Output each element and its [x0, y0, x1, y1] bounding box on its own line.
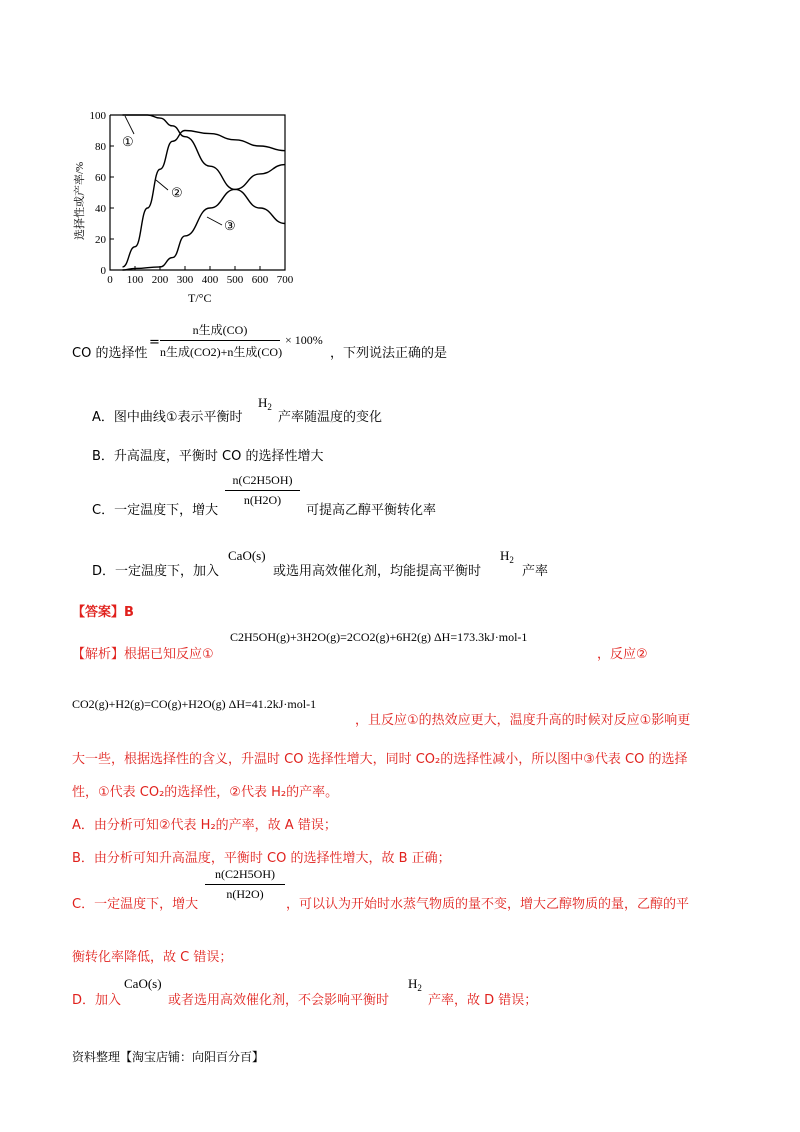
analysis-d-mid: 或者选用高效催化剂，不会影响平衡时	[168, 993, 390, 1008]
option-a	[92, 406, 243, 425]
option-c-numerator: n(C2H5OH)	[232, 473, 293, 487]
y-axis-label: 选择性或产率/%	[74, 161, 86, 240]
y-tick-label: 80	[95, 141, 106, 153]
analysis-d-post: 产率，故 D 错误；	[428, 993, 538, 1008]
reaction-2: CO2(g)+H2(g)=CO(g)+H2O(g) ΔH=41.2kJ·mol-1	[72, 697, 317, 711]
option-c-pre: C．一定温度下，增大	[92, 503, 219, 518]
analysis-after-r1: ，反应②	[597, 647, 648, 662]
option-c-post: 可提高乙醇平衡转化率	[306, 503, 437, 518]
formula-times: × 100%	[285, 333, 323, 347]
h2-symbol: H	[258, 395, 268, 410]
fraction-bar	[160, 340, 280, 341]
reaction-1: C2H5OH(g)+3H2O(g)=2CO2(g)+6H2(g) ΔH=173.3kJ·mol-1	[230, 630, 528, 644]
h2-subscript: 2	[509, 555, 514, 565]
analysis-a: A．由分析可知②代表 H₂的产率，故 A 错误；	[72, 818, 337, 833]
h2-subscript: 2	[417, 983, 422, 993]
x-tick-label: 0	[107, 274, 113, 286]
x-tick-label: 500	[226, 274, 244, 286]
option-d-post: 产率	[522, 564, 549, 579]
analysis-b: B．由分析可知升高温度，平衡时 CO 的选择性增大，故 B 正确；	[72, 851, 451, 866]
analysis-c-pre: C．一定温度下，增大	[72, 897, 199, 912]
option-d-mid: 或选用高效催化剂，均能提高平衡时	[273, 564, 482, 579]
y-tick-label: 0	[100, 265, 106, 277]
series-line-2	[123, 131, 286, 267]
option-a-h2	[258, 395, 272, 412]
analysis-d-pre: D．加入	[72, 993, 122, 1008]
option-d-cao: CaO(s)	[228, 548, 266, 563]
series-line-1	[123, 115, 286, 224]
x-tick-label: 400	[201, 274, 219, 286]
chart	[70, 100, 300, 310]
option-d-pre: D．一定温度下，加入	[92, 564, 220, 579]
analysis-d-h2	[408, 976, 422, 993]
analysis-after-r2: ，且反应①的热效应更大，温度升高的时候对反应①影响更	[355, 713, 691, 728]
y-tick-label: 40	[95, 203, 106, 215]
curve-label-2: ②	[171, 185, 183, 200]
y-tick-label: 100	[89, 110, 106, 122]
fraction-bar	[225, 490, 300, 491]
analysis-line-3: 大一些，根据选择性的含义，升温时 CO 选择性增大，同时 CO₂的选择性减小，所以图中③代表 CO 的选择	[72, 752, 688, 767]
analysis-c-fraction	[205, 867, 285, 902]
x-tick-label: 100	[126, 274, 144, 286]
x-tick-label: 600	[251, 274, 269, 286]
analysis-line-4: 性，①代表 CO₂的选择性，②代表 H₂的产率。	[72, 785, 339, 800]
x-axis-label: T/°C	[188, 291, 212, 305]
option-d-h2	[500, 548, 514, 565]
option-b: B．升高温度，平衡时 CO 的选择性增大	[92, 449, 324, 464]
fraction-bar	[205, 884, 285, 885]
option-c-denominator: n(H2O)	[243, 493, 282, 507]
selectivity-numerator: n生成(CO)	[192, 323, 248, 337]
y-tick-label: 20	[95, 234, 106, 246]
h2-symbol: H	[500, 548, 510, 563]
x-tick-label: 700	[276, 274, 294, 286]
series-lines	[123, 115, 286, 270]
footer: 资料整理【淘宝店铺：向阳百分百】	[72, 1050, 265, 1064]
formula-equals: =	[149, 335, 160, 350]
x-tick-label: 200	[151, 274, 169, 286]
analysis-c-numerator: n(C2H5OH)	[215, 867, 275, 881]
h2-symbol: H	[408, 976, 418, 991]
series-line-3	[123, 165, 286, 270]
option-a-pre: A．图中曲线①表示平衡时	[92, 410, 243, 425]
formula-suffix: ，下列说法正确的是	[330, 346, 448, 361]
analysis-d-cao: CaO(s)	[124, 976, 162, 991]
analysis-c-denominator: n(H2O)	[226, 887, 264, 901]
option-a-post: 产率随温度的变化	[278, 410, 383, 425]
option-c-fraction	[225, 473, 300, 508]
h2-subscript: 2	[267, 402, 272, 412]
formula-prefix: CO 的选择性	[72, 346, 148, 361]
y-tick-label: 60	[95, 172, 106, 184]
analysis-c-line-2: 衡转化率降低，故 C 错误；	[72, 950, 233, 965]
selectivity-fraction	[160, 321, 283, 360]
analysis-label: 【解析】根据已知反应①	[72, 647, 214, 662]
curve-label-3: ③	[224, 218, 236, 233]
curve-label-1: ①	[122, 134, 134, 149]
answer: 【答案】B	[72, 605, 134, 620]
x-tick-label: 300	[176, 274, 194, 286]
selectivity-denominator: n生成(CO2)+n生成(CO)	[160, 345, 283, 359]
analysis-c-post: ，可以认为开始时水蒸气物质的量不变，增大乙醇物质的量，乙醇的平	[286, 897, 690, 912]
